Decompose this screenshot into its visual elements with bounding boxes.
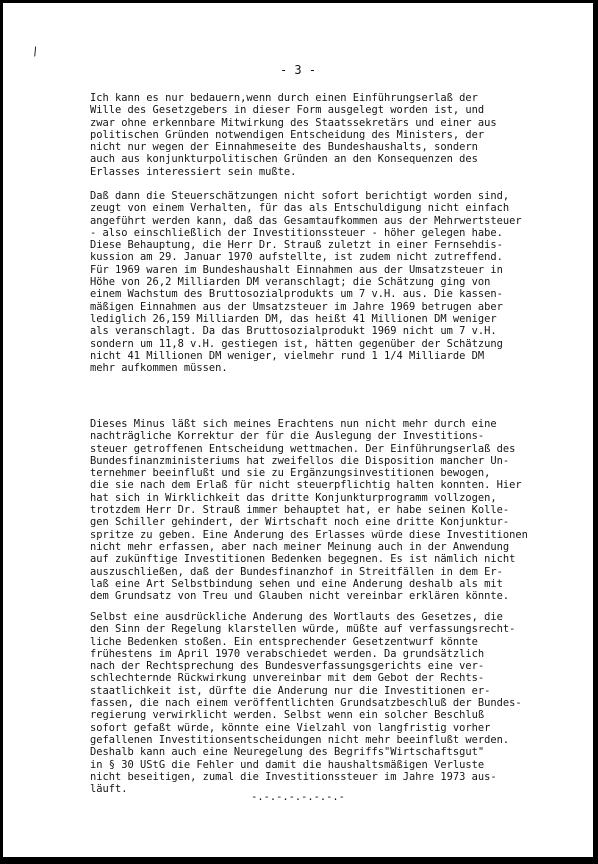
text-line: staatlichkeit ist, dürfte die Änderung nur die Investitionen er- (90, 684, 491, 697)
text-line: in § 30 UStG die Fehler und damit die haushaltsmäßigen Verluste (90, 758, 485, 771)
paragraph-3 (90, 418, 570, 602)
text-line: mehr aufkommen müssen. (90, 362, 228, 375)
paragraph-2 (90, 190, 570, 374)
text-line: politischen Gründen notwendigen Entscheidung des Ministers, der (90, 128, 485, 141)
text-line: auszuschließen, daß der Bundesfinanzhof in Streitfällen in dem Er- (90, 565, 503, 578)
text-line: Dieses Minus läßt sich meines Erachtens nun nicht mehr durch eine (90, 418, 497, 430)
text-line: schlechternde Rückwirkung unvereinbar mit dem Gebot der Rechts- (90, 672, 485, 685)
text-line: einem Wachstum des Bruttosozialprodukts um 7 v.H. aus. Die kassen- (90, 288, 503, 301)
text-line: laß eine Art Selbstbindung sehen und eine Änderung deshalb als mit (90, 577, 503, 590)
text-line: die sie nach dem Erlaß für nicht steuerpflichtig halten konnten. Hier (90, 479, 522, 492)
text-line: läuft. (90, 783, 128, 796)
text-line: auch aus konjunkturpolitischen Gründen an den Konsequenzen des (90, 153, 478, 166)
text-line: hat sich in Wirklichkeit das dritte Konjunkturprogramm vollzogen, (90, 491, 497, 504)
end-of-text-mark: -.-.-.-.-.-.-.- (251, 791, 345, 803)
text-line: Für 1969 waren im Bundeshaushalt Einnahmen aus der Umsatzsteuer in (90, 263, 503, 276)
text-line: nach der Rechtsprechung des Bundesverfassungsgerichts eine ver- (90, 660, 485, 673)
text-line: liche Bedenken stoßen. Ein entsprechender Gesetzentwurf könnte (90, 635, 478, 648)
text-line: kussion am 29. Januar 1970 aufstellte, ist zudem nicht zutreffend. (90, 251, 503, 264)
text-line: dem Grundsatz von Treu und Glauben nicht vereinbar erklären könnte. (90, 590, 510, 603)
text-line: Bundesfinanzministeriums hat zweifellos die Disposition mancher Un- (90, 454, 510, 467)
text-line: Deshalb kann auch eine Neuregelung des Begriffs"Wirtschaftsgut" (90, 746, 485, 759)
text-line: Daß dann die Steuerschätzungen nicht sofort berichtigt worden sind, (90, 190, 510, 202)
text-line: angeführt werden kann, daß das Gesamtaufkommen aus der Mehrwertsteuer (90, 214, 522, 227)
text-line: - also einschließlich der Investitionssteuer - höher gelegen habe. (90, 226, 503, 239)
text-line: zwar ohne erkennbare Mitwirkung des Staatssekretärs und einer aus (90, 116, 497, 129)
text-line: sofort gefaßt würde, könnte eine Vielzahl von langfristig vorher (90, 721, 491, 734)
text-line: nicht 41 Millionen DM weniger, vielmehr rund 1 1/4 Milliarde DM (90, 349, 485, 362)
text-line: Höhe von 26,2 Milliarden DM veranschlagt; die Schätzung ging von (90, 276, 491, 289)
text-line: nachträgliche Korrektur der für die Auslegung der Investitions- (90, 430, 485, 443)
text-line: nicht mehr erfassen, aber nach meiner Meinung auch in der Anwendung (90, 540, 510, 553)
text-line: auf zukünftige Investitionen Bedenken begegnen. Es ist nämlich nicht (90, 553, 516, 566)
text-line: Erlasses interessiert sein mußte. (90, 165, 297, 178)
text-line: fassen, die nach einem veröffentlichten Grundsatzbeschluß der Bundes- (90, 697, 522, 710)
text-line: zeugt von einem Verhalten, für das als Entschuldigung nicht einfach (90, 202, 510, 215)
text-line: trotzdem Herr Dr. Strauß immer behauptet hat, er habe seinen Kolle- (90, 504, 510, 517)
text-line: lediglich 26,159 Milliarden DM, das heißt 41 Millionen DM weniger (90, 312, 497, 325)
text-line: als veranschlagt. Da das Bruttosozialprodukt 1969 nicht um 7 v.H. (90, 325, 497, 338)
page-number: - 3 - (279, 63, 317, 77)
text-line: Selbst eine ausdrückliche Änderung des Wortlauts des Gesetzes, die (90, 611, 503, 623)
text-line: spritze zu geben. Eine Änderung des Erlasses würde diese Investitionen (90, 528, 528, 541)
text-line: Ich kann es nur bedauern,wenn durch einen Einführungserlaß der (90, 92, 478, 104)
text-line: nicht nur wegen der Einnahmeseite des Bundeshaushalts, sondern (90, 141, 478, 154)
text-line: sondern um 11,8 v.H. gestiegen ist, hätten gegenüber der Schätzung (90, 337, 503, 350)
text-line: mäßigen Einnahmen aus der Umsatzsteuer im Jahre 1969 betrugen aber (90, 300, 503, 313)
text-line: gen Schiller gehindert, der Wirtschaft noch eine dritte Konjunktur- (90, 516, 510, 529)
text-line: gefallenen Investitionsentscheidungen nicht mehr beeinflußt werden. (90, 733, 510, 746)
text-line: steuer getroffenen Entscheidung wettmachen. Der Einführungserlaß des (90, 442, 516, 455)
document-page (3, 3, 593, 857)
text-line: frühestens im April 1970 verabschiedet werden. Da grundsätzlich (90, 647, 485, 660)
paragraph-1 (90, 92, 570, 178)
text-line: nicht beseitigen, zumal die Investitionssteuer im Jahre 1973 aus- (90, 770, 497, 783)
text-line: ternehmer beeinflußt und sie zu Ergänzungsinvestitionen bewogen, (90, 467, 491, 480)
text-line: regierung verwirklicht werden. Selbst wenn ein solcher Beschluß (90, 709, 485, 722)
text-line: Wille des Gesetzgebers in dieser Form ausgelegt worden ist, und (90, 104, 485, 117)
text-line: Diese Behauptung, die Herr Dr. Strauß zuletzt in einer Fernsehdis- (90, 239, 503, 252)
paragraph-4 (90, 611, 570, 795)
margin-mark: / (29, 44, 41, 59)
text-line: den Sinn der Regelung klarstellen würde, müßte auf verfassungsrecht- (90, 623, 516, 636)
